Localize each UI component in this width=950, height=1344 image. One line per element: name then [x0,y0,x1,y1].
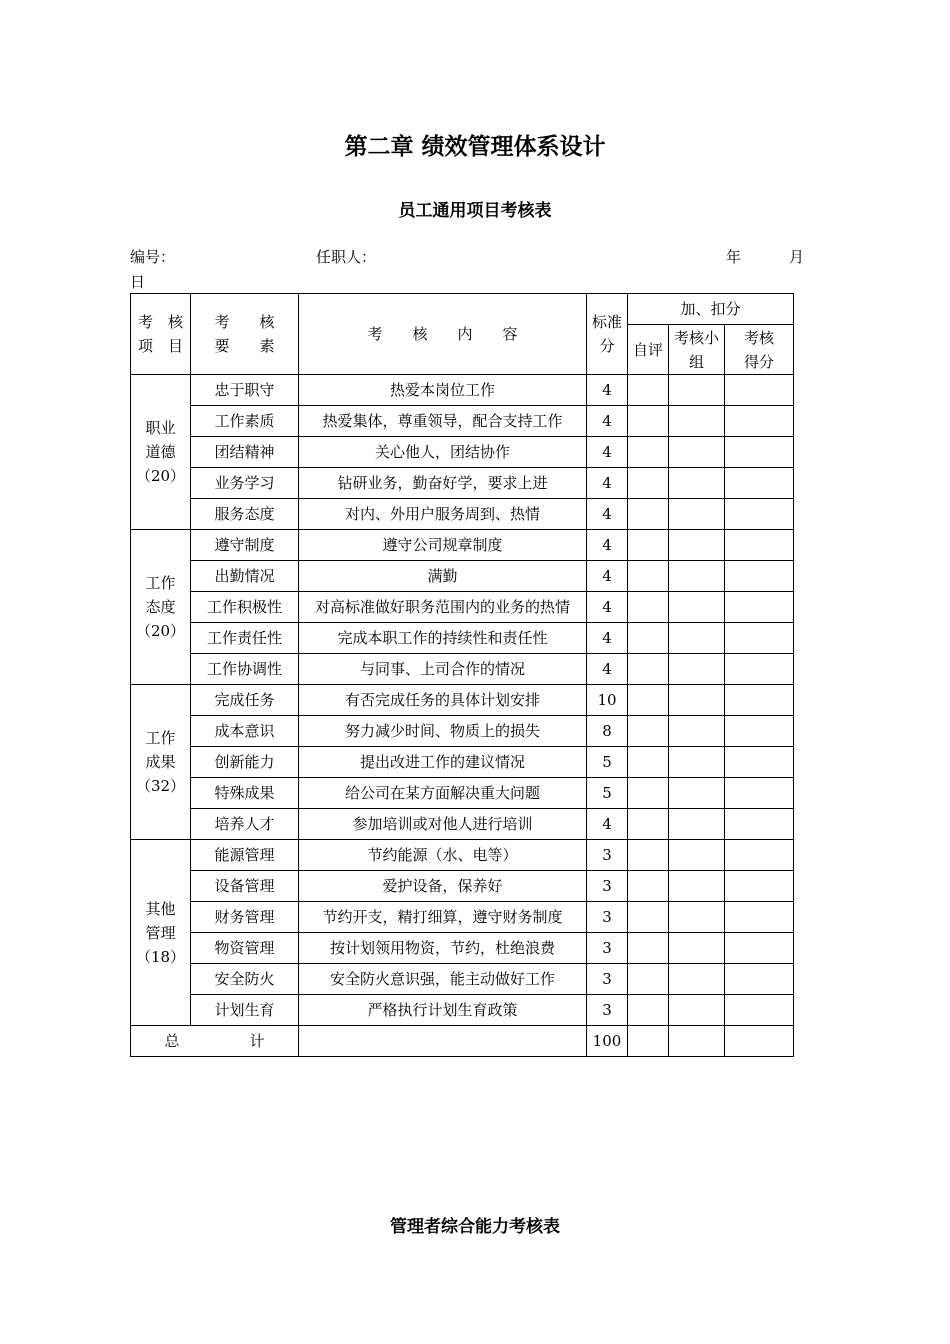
content-cell: 参加培训或对他人进行培训 [299,809,587,840]
final-score-cell[interactable] [725,561,794,592]
element-cell: 团结精神 [191,437,299,468]
element-cell: 工作责任性 [191,623,299,654]
final-score-cell[interactable] [725,499,794,530]
team-eval-cell[interactable] [669,468,725,499]
content-cell: 爱护设备，保养好 [299,871,587,902]
final-score-cell[interactable] [725,964,794,995]
group-name-line: 态度 [145,598,176,616]
team-eval-cell[interactable] [669,809,725,840]
final-score-cell[interactable] [725,809,794,840]
chapter-title: 第二章 绩效管理体系设计 [344,134,606,160]
element-cell: 完成任务 [191,685,299,716]
element-cell: 计划生育 [191,995,299,1026]
person-label: 任职人： [316,248,377,266]
total-label [131,1026,299,1057]
team-eval-cell[interactable] [669,406,725,437]
content-cell: 节约开支，精打细算，遵守财务制度 [299,902,587,933]
header-row [131,294,794,325]
content-cell: 给公司在某方面解决重大问题 [299,778,587,809]
self-eval-cell[interactable] [628,468,669,499]
final-score-cell[interactable] [725,747,794,778]
year-label: 年 [726,248,742,266]
self-eval-cell[interactable] [628,902,669,933]
element-cell: 工作素质 [191,406,299,437]
self-eval-cell[interactable] [628,933,669,964]
content-cell: 提出改进工作的建议情况 [299,747,587,778]
header-standard [587,294,628,375]
header-score-line1: 考核 [743,328,774,347]
final-score-cell[interactable] [725,840,794,871]
final-score-cell[interactable] [725,375,794,406]
element-cell: 服务态度 [191,499,299,530]
table-row [131,530,794,561]
header-element-line1: 考 核 [214,313,275,331]
team-eval-cell[interactable] [669,654,725,685]
element-cell: 财务管理 [191,902,299,933]
element-cell: 特殊成果 [191,778,299,809]
total-label-part1: 总 [164,1032,180,1050]
total-team-eval-cell[interactable] [669,1026,725,1057]
self-eval-cell[interactable] [628,871,669,902]
standard-score-cell: 4 [587,437,628,468]
final-score-cell[interactable] [725,871,794,902]
group-name-line: （20） [135,467,186,485]
table-row [131,809,794,840]
table-title: 员工通用项目考核表 [398,201,552,221]
element-cell: 创新能力 [191,747,299,778]
final-score-cell[interactable] [725,592,794,623]
table-row [131,871,794,902]
team-eval-cell[interactable] [669,685,725,716]
table-row [131,406,794,437]
table-row [131,840,794,871]
content-cell: 对高标准做好职务范围内的业务的热情 [299,592,587,623]
standard-score-cell: 4 [587,623,628,654]
content-cell: 与同事、上司合作的情况 [299,654,587,685]
self-eval-cell[interactable] [628,375,669,406]
standard-score-cell: 4 [587,530,628,561]
final-score-cell[interactable] [725,995,794,1026]
standard-score-cell: 3 [587,964,628,995]
element-cell: 工作协调性 [191,654,299,685]
evaluation-table [130,293,794,1057]
group-name-line: （32） [135,777,186,795]
table-row [131,654,794,685]
element-cell: 忠于职守 [191,375,299,406]
header-team-line2: 组 [688,352,704,371]
content-cell: 钻研业务，勤奋好学，要求上进 [299,468,587,499]
element-cell: 遵守制度 [191,530,299,561]
content-cell: 关心他人，团结协作 [299,437,587,468]
self-eval-cell[interactable] [628,964,669,995]
final-score-cell[interactable] [725,623,794,654]
header-score-line2: 得分 [743,352,774,371]
standard-score-cell: 4 [587,499,628,530]
total-row [131,1026,794,1057]
group-name-line: 工作 [145,574,176,592]
final-score-cell[interactable] [725,902,794,933]
final-score-cell[interactable] [725,468,794,499]
team-eval-cell[interactable] [669,623,725,654]
self-eval-cell[interactable] [628,778,669,809]
element-cell: 安全防火 [191,964,299,995]
content-cell: 节约能源（水、电等） [299,840,587,871]
total-final-score-cell[interactable] [725,1026,794,1057]
element-cell: 物资管理 [191,933,299,964]
table-row [131,437,794,468]
day-label: 日 [130,273,146,291]
standard-score-cell: 8 [587,716,628,747]
standard-score-cell: 5 [587,778,628,809]
content-cell: 努力减少时间、物质上的损失 [299,716,587,747]
group-name-line: 管理 [145,923,176,942]
standard-score-cell: 4 [587,809,628,840]
standard-score-cell: 3 [587,933,628,964]
header-team-line1: 考核小 [673,328,719,347]
standard-score-cell: 4 [587,592,628,623]
self-eval-cell[interactable] [628,654,669,685]
table-row [131,716,794,747]
standard-score-cell: 3 [587,995,628,1026]
team-eval-cell[interactable] [669,716,725,747]
self-eval-cell[interactable] [628,716,669,747]
final-score-cell[interactable] [725,778,794,809]
content-cell: 完成本职工作的持续性和责任性 [299,623,587,654]
header-item-line2: 项 目 [137,337,183,355]
team-eval-cell[interactable] [669,747,725,778]
team-eval-cell[interactable] [669,437,725,468]
header-element [191,294,299,375]
group-name-line: （18） [135,947,186,966]
team-eval-cell[interactable] [669,933,725,964]
group-name [131,685,191,840]
header-item [131,294,191,375]
group-name [131,840,191,1026]
standard-score-cell: 4 [587,468,628,499]
team-eval-cell[interactable] [669,499,725,530]
group-name [131,375,191,530]
content-cell: 满勤 [299,561,587,592]
self-eval-cell[interactable] [628,499,669,530]
element-cell: 工作积极性 [191,592,299,623]
next-table-title: 管理者综合能力考核表 [390,1217,560,1237]
self-eval-cell[interactable] [628,809,669,840]
table-row [131,747,794,778]
header-standard-line1: 标准 [591,313,622,331]
element-cell: 出勤情况 [191,561,299,592]
self-eval-cell[interactable] [628,530,669,561]
element-cell: 业务学习 [191,468,299,499]
group-name-line: 成果 [145,753,176,771]
standard-score-cell: 3 [587,871,628,902]
team-eval-cell[interactable] [669,871,725,902]
element-cell: 设备管理 [191,871,299,902]
table-row [131,468,794,499]
final-score-cell[interactable] [725,530,794,561]
month-label: 月 [789,248,805,266]
header-score [725,325,794,375]
standard-score-cell: 4 [587,375,628,406]
self-eval-cell[interactable] [628,685,669,716]
standard-score-cell: 10 [587,685,628,716]
table-row [131,964,794,995]
final-score-cell[interactable] [725,716,794,747]
table-row [131,561,794,592]
content-cell: 热爱集体，尊重领导，配合支持工作 [299,406,587,437]
team-eval-cell[interactable] [669,995,725,1026]
team-eval-cell[interactable] [669,902,725,933]
element-cell: 培养人才 [191,809,299,840]
team-eval-cell[interactable] [669,592,725,623]
self-eval-cell[interactable] [628,623,669,654]
header-team [669,325,725,375]
team-eval-cell[interactable] [669,964,725,995]
header-element-line2: 要 素 [214,337,275,355]
table-row [131,592,794,623]
team-eval-cell[interactable] [669,778,725,809]
team-eval-cell[interactable] [669,375,725,406]
table-row [131,623,794,654]
content-cell: 热爱本岗位工作 [299,375,587,406]
element-cell: 成本意识 [191,716,299,747]
standard-score-cell: 4 [587,406,628,437]
final-score-cell[interactable] [725,685,794,716]
standard-score-cell: 3 [587,840,628,871]
header-item-line1: 考 核 [137,313,183,331]
element-cell: 能源管理 [191,840,299,871]
self-eval-cell[interactable] [628,995,669,1026]
final-score-cell[interactable] [725,406,794,437]
standard-score-cell: 4 [587,654,628,685]
header-self-eval: 自评 [628,325,669,375]
table-row [131,499,794,530]
team-eval-cell[interactable] [669,840,725,871]
team-eval-cell[interactable] [669,530,725,561]
table-row [131,685,794,716]
standard-score-cell: 4 [587,561,628,592]
self-eval-cell[interactable] [628,840,669,871]
content-cell: 遵守公司规章制度 [299,530,587,561]
table-row [131,902,794,933]
table-row [131,933,794,964]
content-cell: 安全防火意识强，能主动做好工作 [299,964,587,995]
group-name-line: 道德 [145,443,176,461]
total-content-cell [299,1026,587,1057]
self-eval-cell[interactable] [628,561,669,592]
final-score-cell[interactable] [725,654,794,685]
group-name-line: 其他 [145,899,176,918]
standard-score-cell: 3 [587,902,628,933]
number-label: 编号： [130,248,176,266]
content-cell: 有否完成任务的具体计划安排 [299,685,587,716]
self-eval-cell[interactable] [628,437,669,468]
header-content: 考 核 内 容 [299,294,587,375]
total-score-cell: 100 [587,1026,628,1057]
table-row [131,375,794,406]
content-cell: 严格执行计划生育政策 [299,995,587,1026]
table-row [131,778,794,809]
self-eval-cell[interactable] [628,592,669,623]
header-standard-line2: 分 [599,337,615,355]
group-name-line: 工作 [145,729,176,747]
group-name-line: （20） [135,622,186,640]
final-score-cell[interactable] [725,437,794,468]
group-name [131,530,191,685]
total-label-part2: 计 [249,1032,265,1050]
team-eval-cell[interactable] [669,561,725,592]
table-row [131,995,794,1026]
group-name-line: 职业 [145,419,176,437]
self-eval-cell[interactable] [628,747,669,778]
standard-score-cell: 5 [587,747,628,778]
self-eval-cell[interactable] [628,406,669,437]
final-score-cell[interactable] [725,933,794,964]
total-self-eval-cell[interactable] [628,1026,669,1057]
content-cell: 对内、外用户服务周到、热情 [299,499,587,530]
header-adjust: 加、扣分 [628,294,794,325]
content-cell: 按计划领用物资，节约，杜绝浪费 [299,933,587,964]
